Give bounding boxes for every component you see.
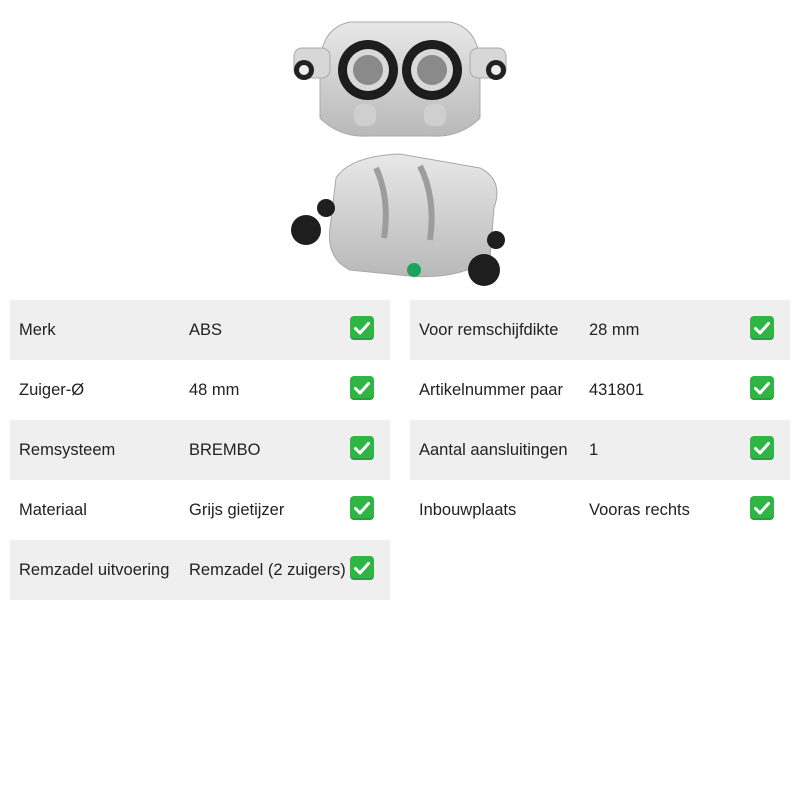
check-mark-icon xyxy=(350,376,374,400)
spec-row-remsysteem xyxy=(10,420,390,480)
spec-label: Materiaal xyxy=(19,501,87,519)
spec-row-inbouwplaats xyxy=(410,480,790,540)
spec-value: 48 mm xyxy=(189,381,240,399)
spec-row-merk xyxy=(10,300,390,360)
spec-label: Artikelnummer paar xyxy=(419,381,563,399)
check-mark-icon xyxy=(350,316,374,340)
check-mark-icon xyxy=(750,316,774,340)
spec-label: Zuiger-Ø xyxy=(19,381,85,399)
spec-row-uitvoering xyxy=(10,540,390,600)
spec-label: Inbouwplaats xyxy=(419,501,517,519)
spec-label: Remsysteem xyxy=(19,441,116,459)
spec-row-materiaal xyxy=(10,480,390,540)
spec-table-right xyxy=(410,300,790,540)
spec-label: Remzadel uitvoering xyxy=(19,561,170,579)
check-mark-icon xyxy=(350,436,374,460)
spec-row-remschijfdikte xyxy=(410,300,790,360)
spec-value: Remzadel (2 zuigers) xyxy=(189,561,346,579)
check-mark-icon xyxy=(750,436,774,460)
spec-row-zuiger xyxy=(10,360,390,420)
check-mark-icon xyxy=(750,376,774,400)
spec-value: ABS xyxy=(189,321,223,339)
spec-value: BREMBO xyxy=(189,441,261,459)
spec-value: 28 mm xyxy=(589,321,640,339)
spec-label: Voor remschijfdikte xyxy=(419,321,559,339)
spec-label: Aantal aansluitingen xyxy=(419,441,568,459)
spec-value: 1 xyxy=(589,441,599,459)
product-image xyxy=(280,8,520,292)
spec-value: Vooras rechts xyxy=(589,501,690,519)
check-mark-icon xyxy=(350,496,374,520)
spec-value: 431801 xyxy=(589,381,645,399)
brake-caliper-image xyxy=(280,8,520,292)
spec-row-artikelnummer xyxy=(410,360,790,420)
check-mark-icon xyxy=(350,556,374,580)
spec-row-aansluitingen xyxy=(410,420,790,480)
spec-label: Merk xyxy=(19,321,56,339)
spec-value: Grijs gietijzer xyxy=(189,501,285,519)
check-mark-icon xyxy=(750,496,774,520)
spec-table-left xyxy=(10,300,390,600)
